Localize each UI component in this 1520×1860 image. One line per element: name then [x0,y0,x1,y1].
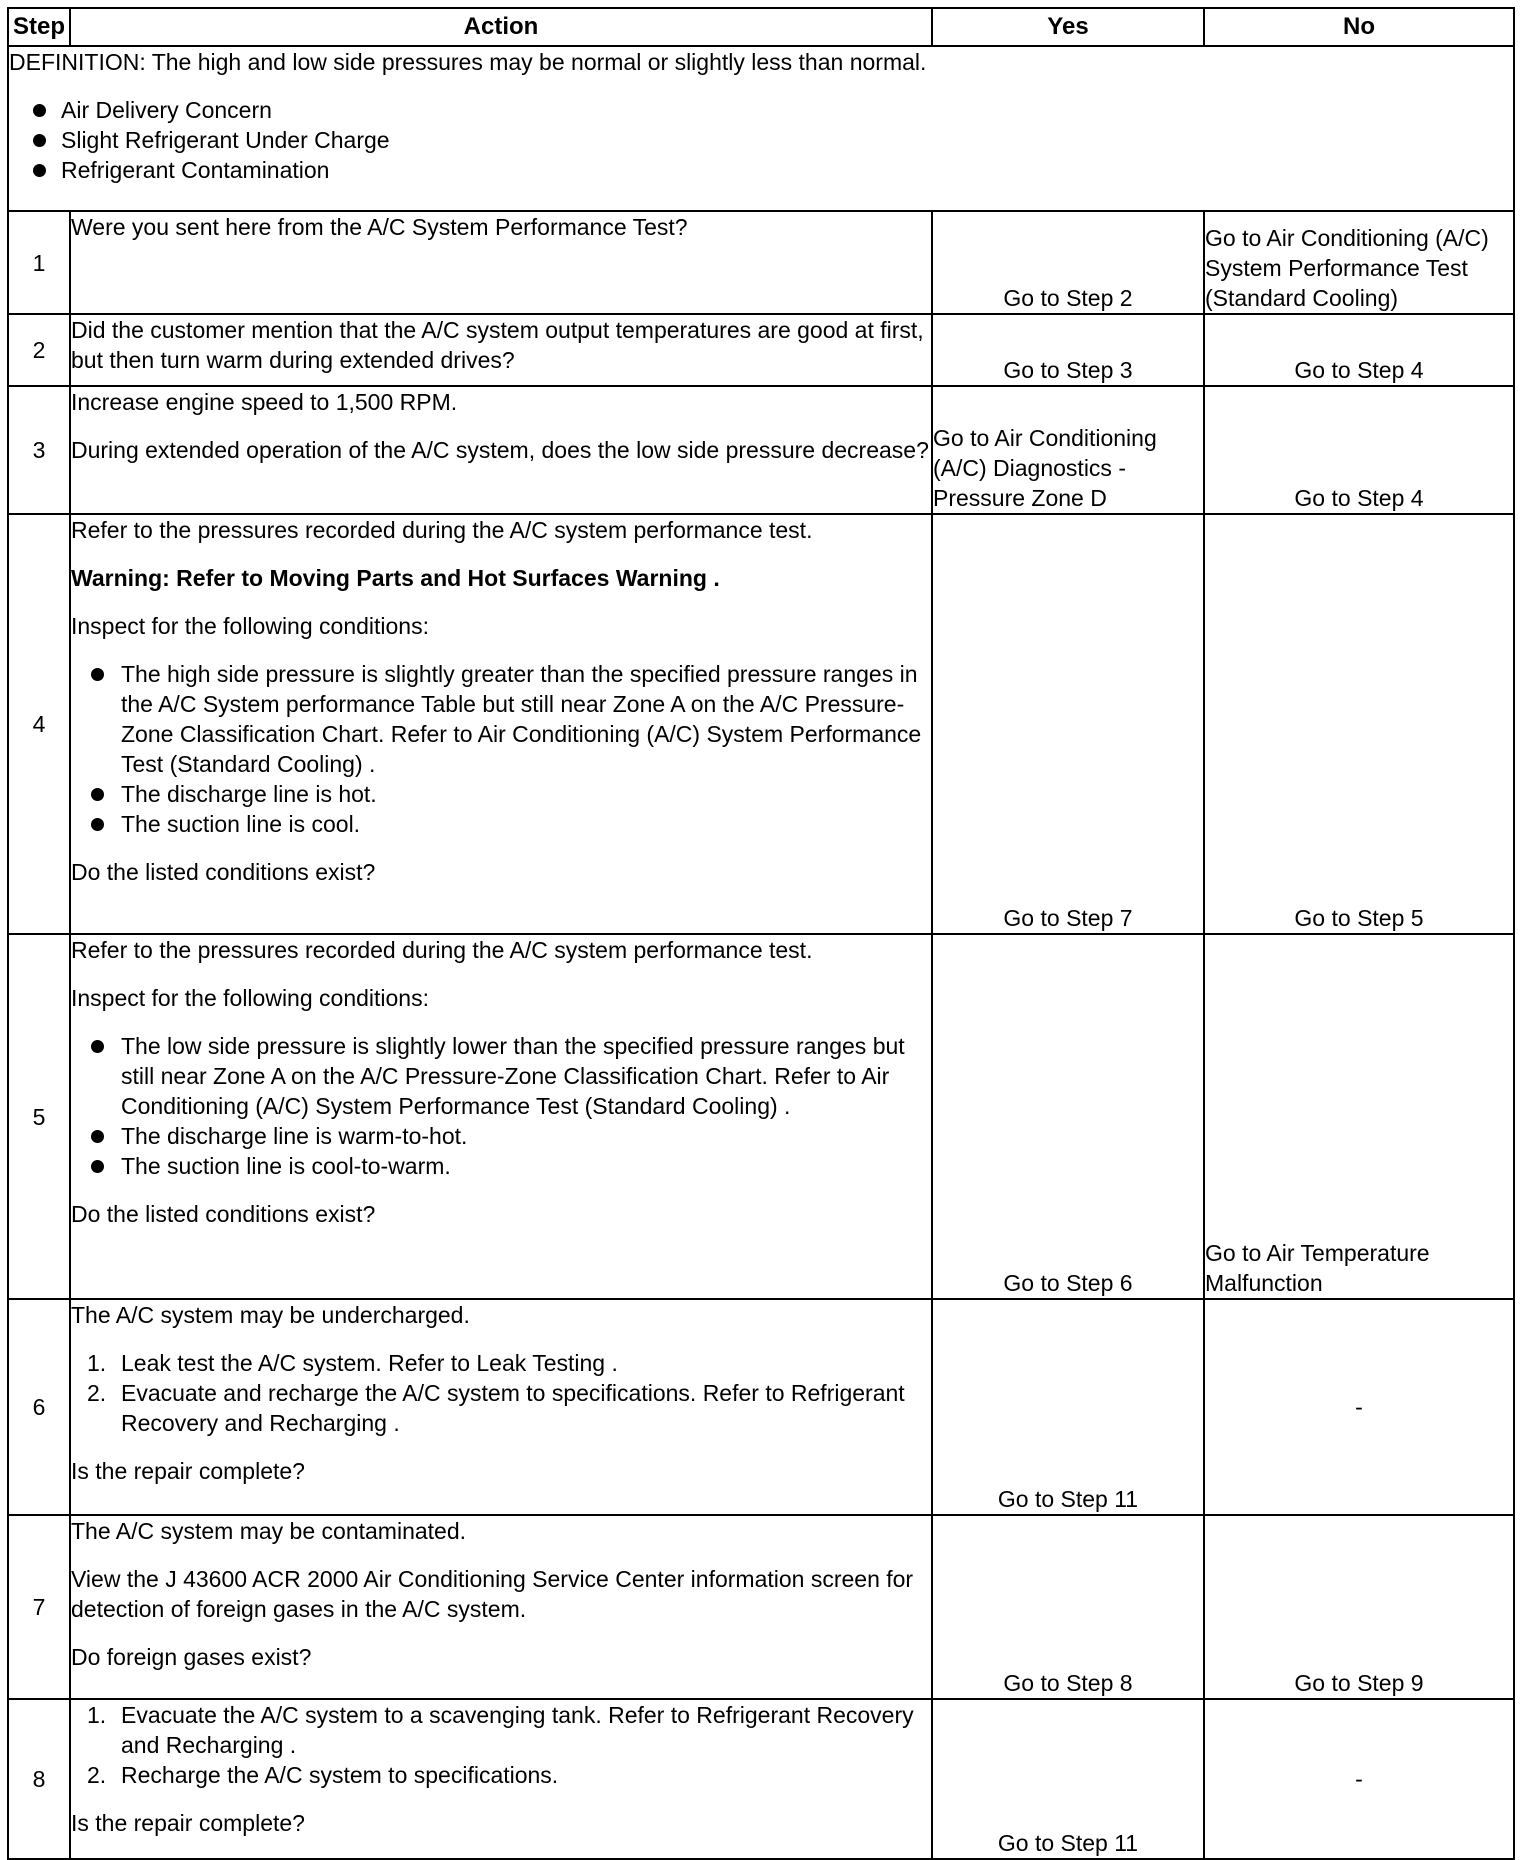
list-item: The discharge line is warm-to-hot. [71,1121,931,1151]
action-question: Do the listed conditions exist? [71,859,376,885]
action-cell [70,1299,932,1515]
table-row [8,1299,1514,1515]
list-item: The discharge line is hot. [71,779,931,809]
step-number: 4 [8,514,70,934]
procedure-list [71,1700,931,1790]
list-item: Air Delivery Concern [9,95,1513,125]
list-item: 1. Evacuate the A/C system to a scavenging tank. Refer to Refrigerant Recovery and Recharging . [87,1702,914,1758]
table-row [8,934,1514,1299]
warning-text: Warning: Refer to Moving Parts and Hot Surfaces Warning . [71,565,720,591]
action-cell [70,514,932,934]
no-cell: - [1204,1299,1514,1515]
definition-list [9,95,1513,185]
definition-cell [8,46,1514,211]
action-cell [70,934,932,1299]
action-instruction: Inspect for the following conditions: [71,985,429,1011]
definition-row [8,46,1514,211]
yes-cell: Go to Step 8 [932,1515,1204,1699]
diagnostic-table-container [7,7,1515,1860]
no-cell: Go to Step 9 [1204,1515,1514,1699]
table-row [8,1515,1514,1699]
step-number: 6 [8,1299,70,1515]
action-question: Is the repair complete? [71,1810,305,1836]
yes-cell: Go to Step 11 [932,1699,1204,1859]
table-row [8,314,1514,386]
action-cell [70,1515,932,1699]
yes-cell: Go to Step 2 [932,211,1204,314]
header-step: Step [8,8,70,46]
header-no: No [1204,8,1514,46]
list-item-text: Evacuate the A/C system to a scavenging tank. Refer to Refrigerant Recovery and Recharging . [121,1702,914,1758]
action-instruction: The A/C system may be undercharged. [71,1302,470,1328]
no-cell: Go to Air Conditioning (A/C) System Performance Test (Standard Cooling) [1204,211,1514,314]
action-instruction: Refer to the pressures recorded during the A/C system performance test. [71,517,813,543]
step-number: 7 [8,1515,70,1699]
list-item-text: Leak test the A/C system. Refer to Leak Testing . [121,1350,618,1376]
condition-list [71,1031,931,1181]
step-number: 3 [8,386,70,514]
list-item: 2. Recharge the A/C system to specifications. [87,1762,559,1788]
action-instruction: The A/C system may be contaminated. [71,1518,467,1544]
no-cell: - [1204,1699,1514,1859]
yes-cell: Go to Step 6 [932,934,1204,1299]
table-row [8,514,1514,934]
no-cell: Go to Step 4 [1204,386,1514,514]
action-instruction: Refer to the pressures recorded during the A/C system performance test. [71,937,813,963]
action-cell [70,1699,932,1859]
step-number: 8 [8,1699,70,1859]
list-item-text: Recharge the A/C system to specifications. [121,1762,559,1788]
diagnostic-table [7,7,1515,1860]
yes-cell: Go to Step 11 [932,1299,1204,1515]
list-item: The high side pressure is slightly greater than the specified pressure ranges in the A/C System performance Table but still near Zone A on the A/C Pressure-Zone Classification Chart. Refer to Air Conditioning (A/C) System Performance Test (Standard Cooling) . [71,659,931,779]
condition-list [71,659,931,839]
header-row [8,8,1514,46]
action-cell [70,314,932,386]
action-question: Were you sent here from the A/C System Performance Test? [71,214,688,240]
list-item: 2. Evacuate and recharge the A/C system to specifications. Refer to Refrigerant Recovery and Recharging . [87,1380,905,1436]
table-row [8,1699,1514,1859]
list-item: The low side pressure is slightly lower than the specified pressure ranges but still near Zone A on the A/C Pressure-Zone Classification Chart. Refer to Air Conditioning (A/C) System Performance Test (Standard Cooling) . [71,1031,931,1121]
action-cell [70,386,932,514]
list-item: 1. Leak test the A/C system. Refer to Leak Testing . [87,1350,618,1376]
yes-cell: Go to Step 7 [932,514,1204,934]
list-item: Slight Refrigerant Under Charge [9,125,1513,155]
yes-cell: Go to Air Conditioning (A/C) Diagnostics - Pressure Zone D [932,386,1204,514]
action-question: Do the listed conditions exist? [71,1201,376,1227]
header-action: Action [70,8,932,46]
list-item: Refrigerant Contamination [9,155,1513,185]
list-item: The suction line is cool-to-warm. [71,1151,931,1181]
action-instruction: Inspect for the following conditions: [71,613,429,639]
step-number: 2 [8,314,70,386]
yes-cell: Go to Step 3 [932,314,1204,386]
action-question: Did the customer mention that the A/C system output temperatures are good at first, but then turn warm during extended drives? [71,317,924,373]
list-item: The suction line is cool. [71,809,931,839]
no-cell: Go to Step 4 [1204,314,1514,386]
header-yes: Yes [932,8,1204,46]
list-item-text: Evacuate and recharge the A/C system to specifications. Refer to Refrigerant Recovery and Recharging . [121,1380,905,1436]
action-question: During extended operation of the A/C system, does the low side pressure decrease? [71,437,929,463]
table-row [8,386,1514,514]
action-instruction: Increase engine speed to 1,500 RPM. [71,389,458,415]
action-instruction: View the J 43600 ACR 2000 Air Conditioning Service Center information screen for detection of foreign gases in the A/C system. [71,1566,914,1622]
procedure-list [71,1348,931,1438]
no-cell: Go to Air Temperature Malfunction [1204,934,1514,1299]
step-number: 5 [8,934,70,1299]
definition-text: DEFINITION: The high and low side pressures may be normal or slightly less than normal. [9,49,927,75]
table-row [8,211,1514,314]
action-question: Do foreign gases exist? [71,1644,312,1670]
action-cell [70,211,932,314]
step-number: 1 [8,211,70,314]
no-cell: Go to Step 5 [1204,514,1514,934]
action-question: Is the repair complete? [71,1458,305,1484]
